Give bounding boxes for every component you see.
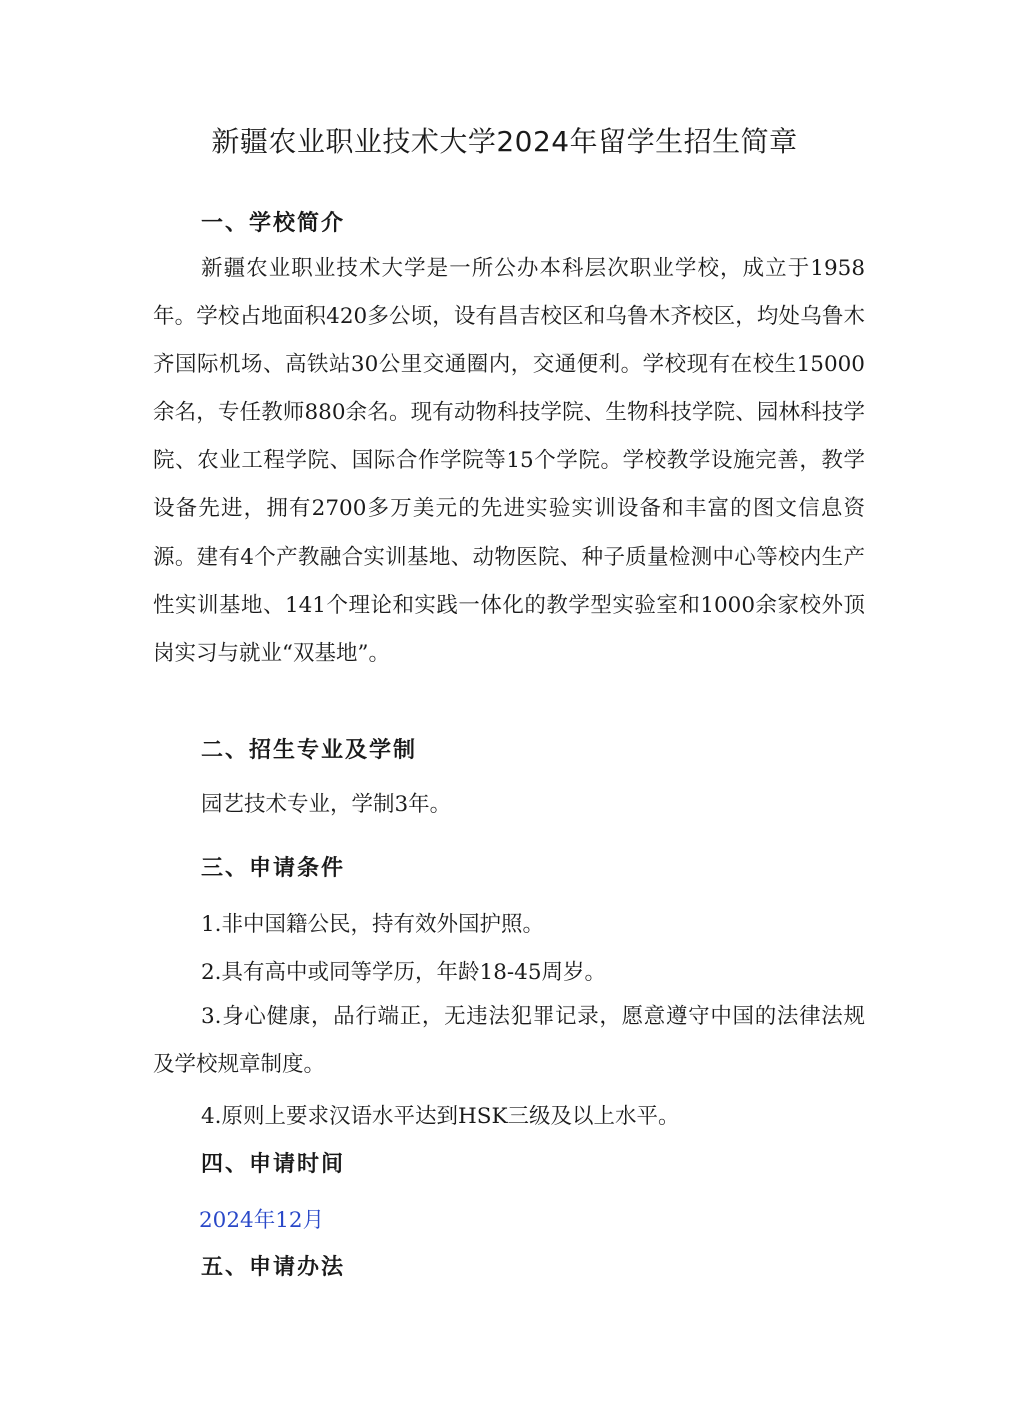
school-intro-paragraph: 新疆农业职业技术大学是一所公办本科层次职业学校，成立于1958年。学校占地面积420多公顷，设有昌吉校区和乌鲁木齐校区，均处乌鲁木齐国际机场、高铁站30公里交通圈内，交通便利。学校现有在校生15000余名，专任教师880余名。现有动物科技学院、生物科技学院、园林科技学院、农业工程学院、国际合作学院等15个学院。学校教学设施完善，教学设备先进，拥有2700多万美元的先进实验实训设备和丰富的图文信息资源。建有4个产教融合实训基地、动物医院、种子质量检测中心等校内生产性实训基地、141个理论和实践一体化的教学型实验室和1000余家校外顶岗实习与就业“双基地”。 <box>153 256 865 666</box>
major-paragraph: 园艺技术专业，学制3年。 <box>201 792 452 817</box>
requirement-item-2: 2.具有高中或同等学历，年龄18-45周岁。 <box>201 960 606 985</box>
section-heading-school-intro: 一、学校简介 <box>201 211 346 236</box>
document-title: 新疆农业职业技术大学2024年留学生招生简章 <box>211 125 798 158</box>
requirement-item-3: 3.身心健康，品行端正，无违法犯罪记录，愿意遵守中国的法律法规及学校规章制度。 <box>153 1004 865 1078</box>
section-heading-major: 二、招生专业及学制 <box>201 738 418 763</box>
section-heading-requirements: 三、申请条件 <box>201 856 346 881</box>
section-heading-application-time: 四、申请时间 <box>201 1152 346 1177</box>
requirement-item-4: 4.原则上要求汉语水平达到HSK三级及以上水平。 <box>201 1104 680 1129</box>
application-date: 2024年12月 <box>199 1208 325 1233</box>
requirement-item-1: 1.非中国籍公民，持有效外国护照。 <box>201 912 545 937</box>
section-heading-application-method: 五、申请办法 <box>201 1255 346 1280</box>
